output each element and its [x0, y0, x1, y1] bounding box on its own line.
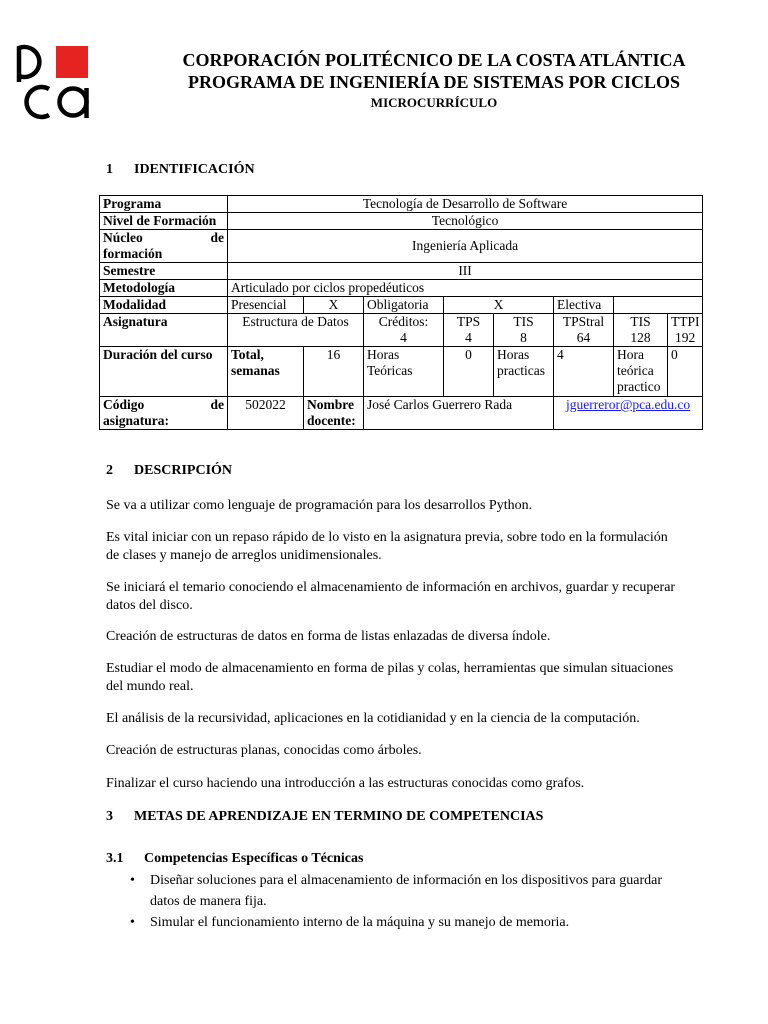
subsection-number: 3.1: [106, 851, 124, 866]
docente-value: José Carlos Guerrero Rada: [364, 397, 554, 430]
tps-cell: TPS 4: [444, 314, 494, 347]
section-number: 3: [106, 809, 113, 824]
section-number: 2: [106, 463, 113, 478]
institution-title: CORPORACIÓN POLITÉCNICO DE LA COSTA ATLÁNTICA: [182, 50, 686, 70]
asignatura-label: Asignatura: [100, 314, 228, 347]
semanas-value: 16: [304, 347, 364, 397]
nucleo-label: Núcleo de formación: [100, 230, 228, 263]
bullet-icon: •: [130, 873, 135, 888]
hora-teorica-practico-value: 0: [668, 347, 703, 397]
horas-practicas-value: 4: [554, 347, 614, 397]
section-heading-metas: [106, 808, 543, 826]
description-paragraph: Se iniciará el temario conociendo el almacenamiento de información en archivos, guardar y recuperar datos del disco.: [106, 580, 676, 613]
metodologia-label: Metodología: [100, 280, 228, 297]
list-item: [106, 870, 676, 912]
section-heading-descripcion: [106, 462, 232, 480]
document-title: MICROCURRÍCULO: [370, 95, 498, 110]
programa-value: Tecnología de Desarrollo de Software: [228, 196, 703, 213]
description-paragraph: Finalizar el curso haciendo una introducción a las estructuras conocidas como grafos.: [106, 776, 585, 791]
docente-email: [554, 397, 703, 430]
presencial-mark: X: [304, 297, 364, 314]
tis-cell: TIS 8: [494, 314, 554, 347]
duracion-label: Duración del curso: [100, 347, 228, 397]
table-row-nucleo: [100, 230, 703, 263]
subsection-heading-competencias: [106, 850, 363, 868]
nivel-label: Nivel de Formación: [100, 213, 228, 230]
creditos-cell: Créditos: 4: [364, 314, 444, 347]
tis2-cell: TIS 128: [614, 314, 668, 347]
identification-table: [99, 195, 703, 430]
nombre-docente-label: Nombre docente:: [304, 397, 364, 430]
section-title: DESCRIPCIÓN: [134, 463, 233, 478]
horas-teoricas-value: 0: [444, 347, 494, 397]
semestre-value: III: [228, 263, 703, 280]
nivel-value: Tecnológico: [228, 213, 703, 230]
tpstral-cell: TPStral 64: [554, 314, 614, 347]
list-item-text: Simular el funcionamiento interno de la máquina y su manejo de memoria.: [150, 915, 570, 930]
section-title: IDENTIFICACIÓN: [134, 162, 255, 177]
obligatoria-mark: X: [444, 297, 554, 314]
section-title: METAS DE APRENDIZAJE EN TERMINO DE COMPETENCIAS: [134, 809, 544, 824]
metodologia-value: Articulado por ciclos propedéuticos: [228, 280, 703, 297]
total-semanas-label: Total, semanas: [228, 347, 304, 397]
description-paragraph: Es vital iniciar con un repaso rápido de lo visto en la asignatura previa, sobre todo en la formulación de clases y manejo de arreglos unidimensionales.: [106, 530, 668, 563]
obligatoria-label: Obligatoria: [364, 297, 444, 314]
section-number: 1: [106, 162, 113, 177]
table-row-codigo: [100, 397, 703, 430]
horas-teoricas-label: Horas Teóricas: [364, 347, 444, 397]
subsection-title: Competencias Específicas o Técnicas: [144, 851, 364, 866]
electiva-mark: [614, 297, 703, 314]
description-paragraph: Creación de estructuras de datos en forma de listas enlazadas de diversa índole.: [106, 629, 551, 644]
table-row-modalidad: [100, 297, 703, 314]
pca-logo: [16, 42, 92, 120]
bullet-icon: •: [130, 915, 135, 930]
codigo-value: 502022: [228, 397, 304, 430]
table-row-asignatura: [100, 314, 703, 347]
list-item-text: Diseñar soluciones para el almacenamiento de información en los dispositivos para guardar datos de manera fija.: [150, 873, 662, 909]
codigo-label: Código de asignatura:: [100, 397, 228, 430]
electiva-label: Electiva: [554, 297, 614, 314]
modalidad-label: Modalidad: [100, 297, 228, 314]
table-row-duracion: [100, 347, 703, 397]
description-paragraph: El análisis de la recursividad, aplicaciones en la cotidianidad y en la ciencia de la computación.: [106, 711, 640, 726]
programa-label: Programa: [100, 196, 228, 213]
description-paragraph: Estudiar el modo de almacenamiento en forma de pilas y colas, herramientas que simulan situaciones del mundo real.: [106, 661, 674, 694]
description-paragraph: Creación de estructuras planas, conocidas como árboles.: [106, 743, 422, 758]
nucleo-value: Ingeniería Aplicada: [228, 230, 703, 263]
section-heading-identificacion: [106, 161, 255, 179]
logo-red-square: [56, 46, 88, 78]
table-row-semestre: [100, 263, 703, 280]
semestre-label: Semestre: [100, 263, 228, 280]
table-row-nivel: [100, 213, 703, 230]
list-item: [106, 912, 676, 933]
table-row-metodologia: [100, 280, 703, 297]
email-link[interactable]: jguerreror@pca.edu.co: [566, 397, 691, 412]
horas-practicas-label: Horas practicas: [494, 347, 554, 397]
hora-teorica-practico-label: Hora teórica practico: [614, 347, 668, 397]
asignatura-value: Estructura de Datos: [228, 314, 364, 347]
competencias-list: [106, 870, 676, 933]
program-title: PROGRAMA DE INGENIERÍA DE SISTEMAS POR CICLOS: [187, 72, 681, 92]
ttpi-cell: TTPI 192: [668, 314, 703, 347]
table-row-programa: [100, 196, 703, 213]
description-paragraph: Se va a utilizar como lenguaje de programación para los desarrollos Python.: [106, 498, 533, 513]
presencial-label: Presencial: [228, 297, 304, 314]
